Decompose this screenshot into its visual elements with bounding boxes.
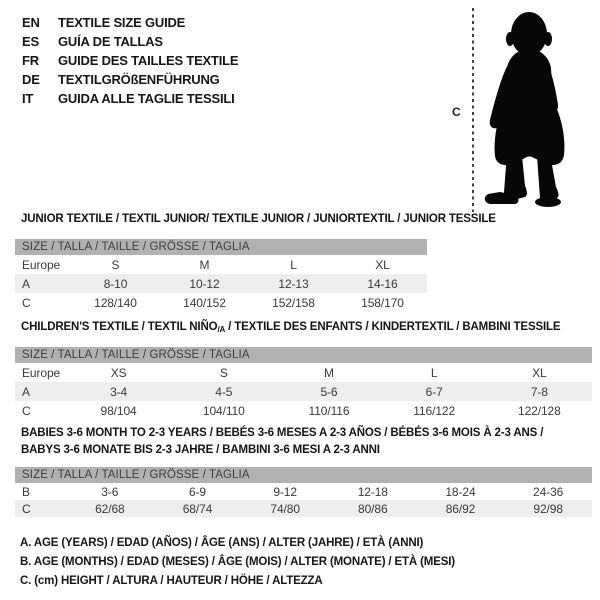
row-label-cell: Europe [22,365,61,380]
size-value-cell: 158/170 [361,295,404,310]
table-row [15,293,427,312]
size-value-cell: 74/80 [270,501,300,516]
size-value-cell: M [324,365,334,380]
language-title: GUIDA ALLE TAGLIE TESSILI [58,91,235,106]
size-value-cell: 12-13 [278,276,309,291]
size-value-cell: 9-12 [273,484,297,499]
size-value-cell: 5-6 [320,384,338,399]
footnote-height-cm: C. (cm) HEIGHT / ALTURA / HAUTEUR / HÖHE / ALTEZZA [20,575,323,587]
section-title-children [21,320,560,337]
row-label-cell: C [22,403,31,418]
row-label-cell: B [22,484,30,499]
language-code: FR [22,53,39,68]
junior-table [15,255,427,312]
footnote-age-months: B. AGE (MONTHS) / EDAD (MESES) / ÂGE (MOIS) / ALTER (MONATE) / ETÀ (MESI) [20,556,455,568]
size-value-cell: 62/68 [95,501,125,516]
size-value-cell: XS [110,365,127,380]
baby-silhouette-image [484,8,600,208]
babies-table [15,483,592,517]
language-code: ES [22,34,39,49]
language-row-es [22,32,238,51]
size-value-cell: 68/74 [182,501,213,516]
junior-size-table [15,239,427,312]
size-value-cell: 116/122 [413,403,456,418]
size-value-cell: 110/116 [308,403,350,418]
size-value-cell: 92/98 [533,501,563,516]
table-row [15,401,592,420]
size-value-cell: 10-12 [189,276,220,291]
table-row [15,483,592,500]
size-value-cell: M [199,257,210,272]
language-row-en [22,13,238,32]
size-value-cell: 24-36 [533,484,564,499]
row-label-cell: C [22,295,31,310]
table-row [15,363,592,382]
size-value-cell: 4-5 [215,384,233,399]
size-value-cell: L [290,257,297,272]
size-header-bar: SIZE / TALLA / TAILLE / GRÖSSE / TAGLIA [15,347,592,363]
section-title-line1: BABIES 3-6 MONTH TO 2-3 YEARS / BEBÉS 3-6 MESES A 2-3 AÑOS / BÉBÉS 3-6 MOIS À 2-3 ANS / [21,427,544,439]
row-label-cell: A [22,276,30,291]
row-label-cell: Europe [22,257,61,272]
size-value-cell: 104/110 [202,403,245,418]
size-value-cell: 128/140 [94,295,137,310]
size-value-cell: S [219,365,228,380]
height-measure-label: C [452,105,461,119]
children-size-table [15,347,592,420]
table-row [15,382,592,401]
section-title-text: CHILDREN'S TEXTILE / TEXTIL NIÑO [21,321,218,333]
size-value-cell: 6-9 [188,484,206,499]
table-row [15,500,592,517]
language-code: DE [22,72,40,87]
size-value-cell: S [111,257,120,272]
language-list [22,13,238,108]
section-title-subscript: /A [217,325,226,334]
language-code: IT [22,91,34,106]
size-value-cell: 122/128 [518,403,561,418]
size-header-bar: SIZE / TALLA / TAILLE / GRÖSSE / TAGLIA [15,239,427,255]
language-row-it [22,89,238,108]
size-value-cell: L [430,365,438,380]
language-title: TEXTILGRÖßENFÜHRUNG [58,72,220,87]
size-value-cell: 7-8 [530,384,548,399]
size-header-bar: SIZE / TALLA / TAILLE / GRÖSSE / TAGLIA [15,467,592,483]
language-code: EN [22,15,40,30]
table-row [15,274,427,293]
size-value-cell: XL [375,257,390,272]
table-row [15,255,427,274]
language-row-fr [22,51,238,70]
babies-size-table [15,467,592,517]
size-value-cell: 152/158 [272,295,315,310]
size-value-cell: 3-6 [101,484,119,499]
size-value-cell: 14-16 [367,276,398,291]
baby-silhouette [484,8,600,213]
footnote-age-years: A. AGE (YEARS) / EDAD (AÑOS) / ÂGE (ANS) / ALTER (JAHRE) / ETÀ (ANNI) [20,537,424,549]
height-measure-dashed-line [472,8,474,212]
language-title: TEXTILE SIZE GUIDE [58,15,186,30]
section-title-babies [21,425,543,459]
children-table [15,363,592,420]
size-value-cell: XL [532,365,547,380]
row-label-cell: C [22,501,31,516]
section-title-line2: BABYS 3-6 MONATE BIS 2-3 JAHRE / BAMBINI 3-6 MESI A 2-3 ANNI [21,444,380,456]
size-value-cell: 98/104 [100,403,137,418]
section-title-text: JUNIOR TEXTILE / TEXTIL JUNIOR/ TEXTILE JUNIOR / JUNIORTEXTIL / JUNIOR TESSILE [21,213,496,225]
section-title-junior [21,212,496,226]
language-title: GUÍA DE TALLAS [58,34,163,49]
language-title: GUIDE DES TAILLES TEXTILE [58,53,239,68]
size-value-cell: 3-4 [110,384,128,399]
row-label-cell: A [22,384,30,399]
size-value-cell: 12-18 [357,484,388,499]
section-title-text: / TEXTILE DES ENFANTS / KINDERTEXTIL / BAMBINI TESSILE [225,321,561,333]
size-value-cell: 18-24 [445,484,476,499]
size-value-cell: 6-7 [425,384,443,399]
footnote-legend [20,534,455,591]
size-value-cell: 140/152 [183,295,226,310]
size-value-cell: 86/92 [445,501,476,516]
size-value-cell: 80/86 [358,501,388,516]
language-row-de [22,70,238,89]
size-value-cell: 8-10 [103,276,128,291]
